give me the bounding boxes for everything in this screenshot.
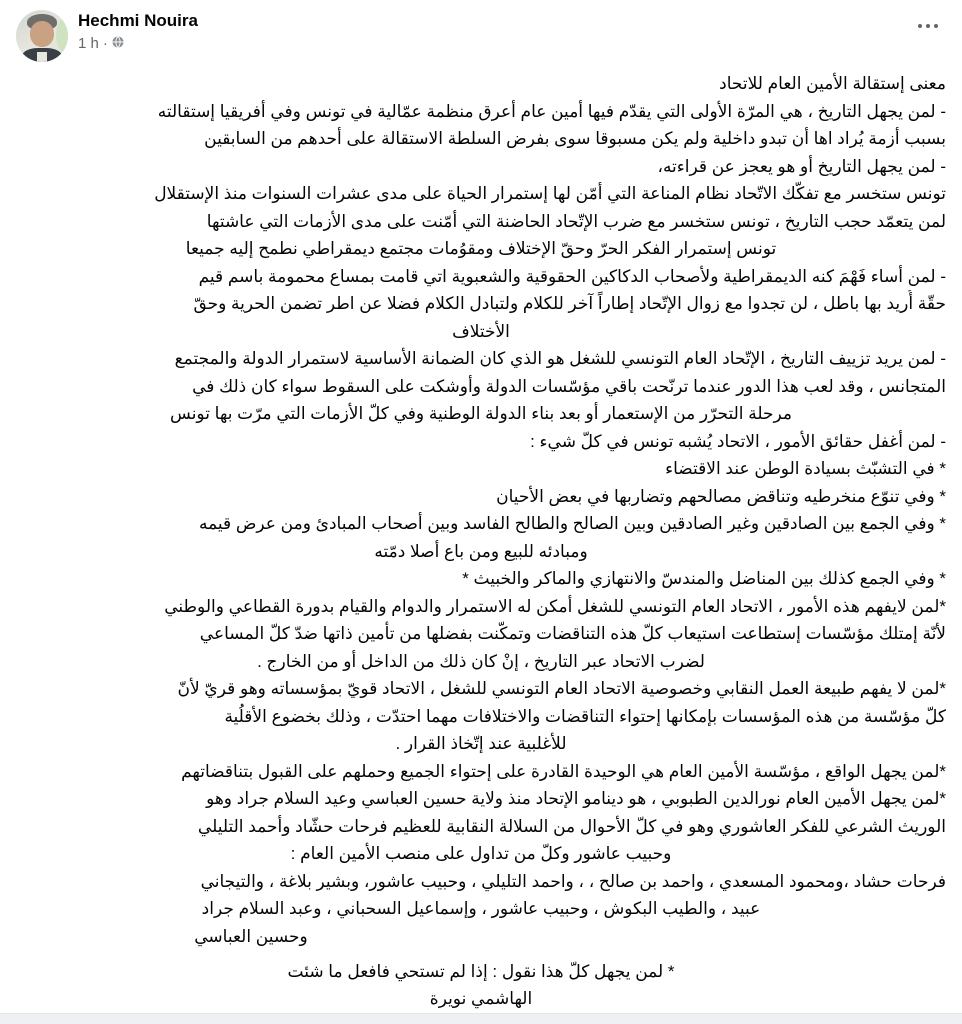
meta-separator: · xyxy=(102,34,108,52)
post-text-line: معنى إستقالة الأمين العام للاتحاد xyxy=(719,74,946,93)
profile-avatar[interactable] xyxy=(16,10,68,62)
post-text-line: كلّ مؤسّسة من هذه المؤسسات بإمكانها إحتواء التناقضات والاختلافات مهما احتدّت ، وذلك بخضوع الأقلُية xyxy=(224,706,946,726)
post-text-line: *لمن يجهل الواقع ، مؤسّسة الأمين العام هي الوحيدة القادرة على إحتواء الجميع وحملهم على القبول بتناقضاتهم xyxy=(181,761,946,781)
post-text-line: - لمن يجهل التاريخ أو هو يعجز عن قراءته، xyxy=(657,156,946,176)
post-text-line: مرحلة التحرّر من الإستعمار أو بعد بناء الدولة الوطنية وفي كلّ الأزمات التي مرّت بها تونس xyxy=(170,404,792,423)
dot xyxy=(918,24,922,28)
post-text-line: * وفي تنوّع منخرطيه وتناقض مصالحهم وتضاربها في بعض الأحيان xyxy=(496,486,946,506)
post-text-line: لأنّة إمتلك مؤسّسات إستطاعت استيعاب كلّ هذه التناقضات وتمكّنت بفضلها من تأمين ذاتها ضدّ كلّ المساعي xyxy=(199,624,946,643)
avatar-background xyxy=(56,18,68,52)
post-text-line: لمن يتعمّد حجب التاريخ ، تونس ستخسر مع ضرب الإتّحاد الحاضنة التي أمّنت على مدى الأزمات التي عاشتها xyxy=(206,211,946,231)
post-text-line: للأغلبية عند إتّخاذ القرار . xyxy=(395,734,567,753)
post-text-line: تونس إستمرار الفكر الحرّ وحقّ الإختلاف ومقوُمات مجتمع ديمقراطي نطمح إليه جميعا xyxy=(185,239,777,258)
dot xyxy=(934,24,938,28)
privacy-globe-icon xyxy=(112,35,124,53)
post-text-line: * وفي الجمع بين الصادقين وغير الصادقين وبين الصالح والطالح الفاسد وبين أصحاب المبادئ ومن عرض قيمه xyxy=(198,514,946,533)
dot xyxy=(926,24,930,28)
post-text-line: وحسين العباسي xyxy=(194,926,308,946)
post-text-line: الهاشمي نويرة xyxy=(429,989,533,1008)
post-footer-divider xyxy=(0,1013,962,1024)
avatar-face xyxy=(30,21,54,47)
post-text-line: بسبب أزمة يُراد اها أن تبدو داخلية ولم يكن مسبوقا سوى بفرض السلطة الاستقالة على أحدهم من السابقين xyxy=(204,129,946,148)
post-text-line: عبيد ، والطيب البكوش ، وحبيب عاشور ، وإسماعيل السحباني ، وعبد السلام جراد xyxy=(201,899,761,918)
post-text-line: *لمن يجهل الأمين العام نورالدين الطبوبي ، هو دينامو الإتحاد منذ ولاية حسين العباسي وعيد السلام جراد وهو xyxy=(206,789,946,808)
post-text-line: * في التشبّث بسيادة الوطن عند الاقتضاء xyxy=(665,459,946,478)
post-options-button[interactable] xyxy=(910,10,946,36)
post-text-line: المتجانس ، وقد لعب هذا الدور عندما ترنّحت باقي مؤسّسات الدولة وأوشكت على السقوط سواء كان ذلك في xyxy=(192,376,946,396)
post-text-line: - لمن أغفل حقائق الأمور ، الاتحاد يُشبه تونس في كلّ شيء : xyxy=(530,431,946,451)
post-text-line: ومبادئه للبيع ومن باع أصلا دمّته xyxy=(374,541,588,561)
post-text-line: *لمن لايفهم هذه الأمور ، الاتحاد العام التونسي للشغل أمكن له الاستمرار والدوام والقيام بدورة القطاعي والوطني xyxy=(164,596,946,616)
post-text-line: * لمن يجهل كلّ هذا نقول : إذا لم تستحي فافعل ما شئت xyxy=(287,961,675,981)
post-header xyxy=(0,0,962,66)
post-text-line: حقّة أُريد بها باطل ، لن تجدوا مع زوال الإتّحاد إطاراً آخر للكلام ولتبادل الكلام فضلا عن اطر تضمن الحرية وحقّ xyxy=(193,294,946,313)
post-text-line: الوريث الشرعي للفكر العاشوري وهو في كلّ الأحوال من السلالة النقابية للعظيم فرحات حشّاد وأحمد التليلي xyxy=(197,816,946,836)
post-text-line: - لمن يريد تزييف التاريخ ، الإتّحاد العام التونسي للشغل هو الذي كان الضمانة الأساسية لاستمرار الدولة والمجتمع xyxy=(174,349,946,368)
post-text-line: - لمن أساء فَهْمَ كنه الديمقراطية ولأصحاب الدكاكين الحقوقية والشعبوية اتي قامت بمساع محمومة باسم قيم xyxy=(198,266,946,286)
paragraph-gap xyxy=(16,950,946,958)
post-text-line: الأختلاف xyxy=(452,321,510,341)
post-text-line: وحبيب عاشور وكلّ من تداول على منصب الأمين العام : xyxy=(290,844,672,863)
post-text-line: فرحات حشاد ،ومحمود المسعدي ، واحمد بن صالح ، ، واحمد التليلي ، وحبيب عاشور، وبشير بلاغة ، والتيجاني xyxy=(200,871,946,891)
post-timestamp[interactable]: 1 h xyxy=(78,34,99,52)
post-text-line: تونس ستخسر مع تفكّك الاتّحاد نظام المناعة التي أمّن لها إستمرار الحياة على مدى عشرات السنوات منذ الإستقلال xyxy=(154,184,946,203)
avatar-shirt xyxy=(37,52,47,62)
post-text-line: * وفي الجمع كذلك بين المناضل والمندسّ والانتهازي والماكر والخبيث * xyxy=(462,569,946,588)
post-text-line: *لمن لا يفهم طبيعة العمل النقابي وخصوصية الاتحاد العام التونسي للشغل ، الاتحاد قويّ بمؤسساته وهو قريّ لأنّ xyxy=(177,679,946,698)
post-text-line: - لمن يجهل التاريخ ، هي المرّة الأولى التي يقدّم فيها أمين عام أعرق منظمة عمّالية في تونس وفي أفريقيا إستقالته xyxy=(157,101,946,121)
post-content xyxy=(0,66,962,1013)
author-name[interactable]: Hechmi Nouira xyxy=(78,11,198,30)
post-text-line: لضرب الاتحاد عبر التاريخ ، إنْ كان ذلك من الداخل أو من الخارج . xyxy=(257,651,705,671)
